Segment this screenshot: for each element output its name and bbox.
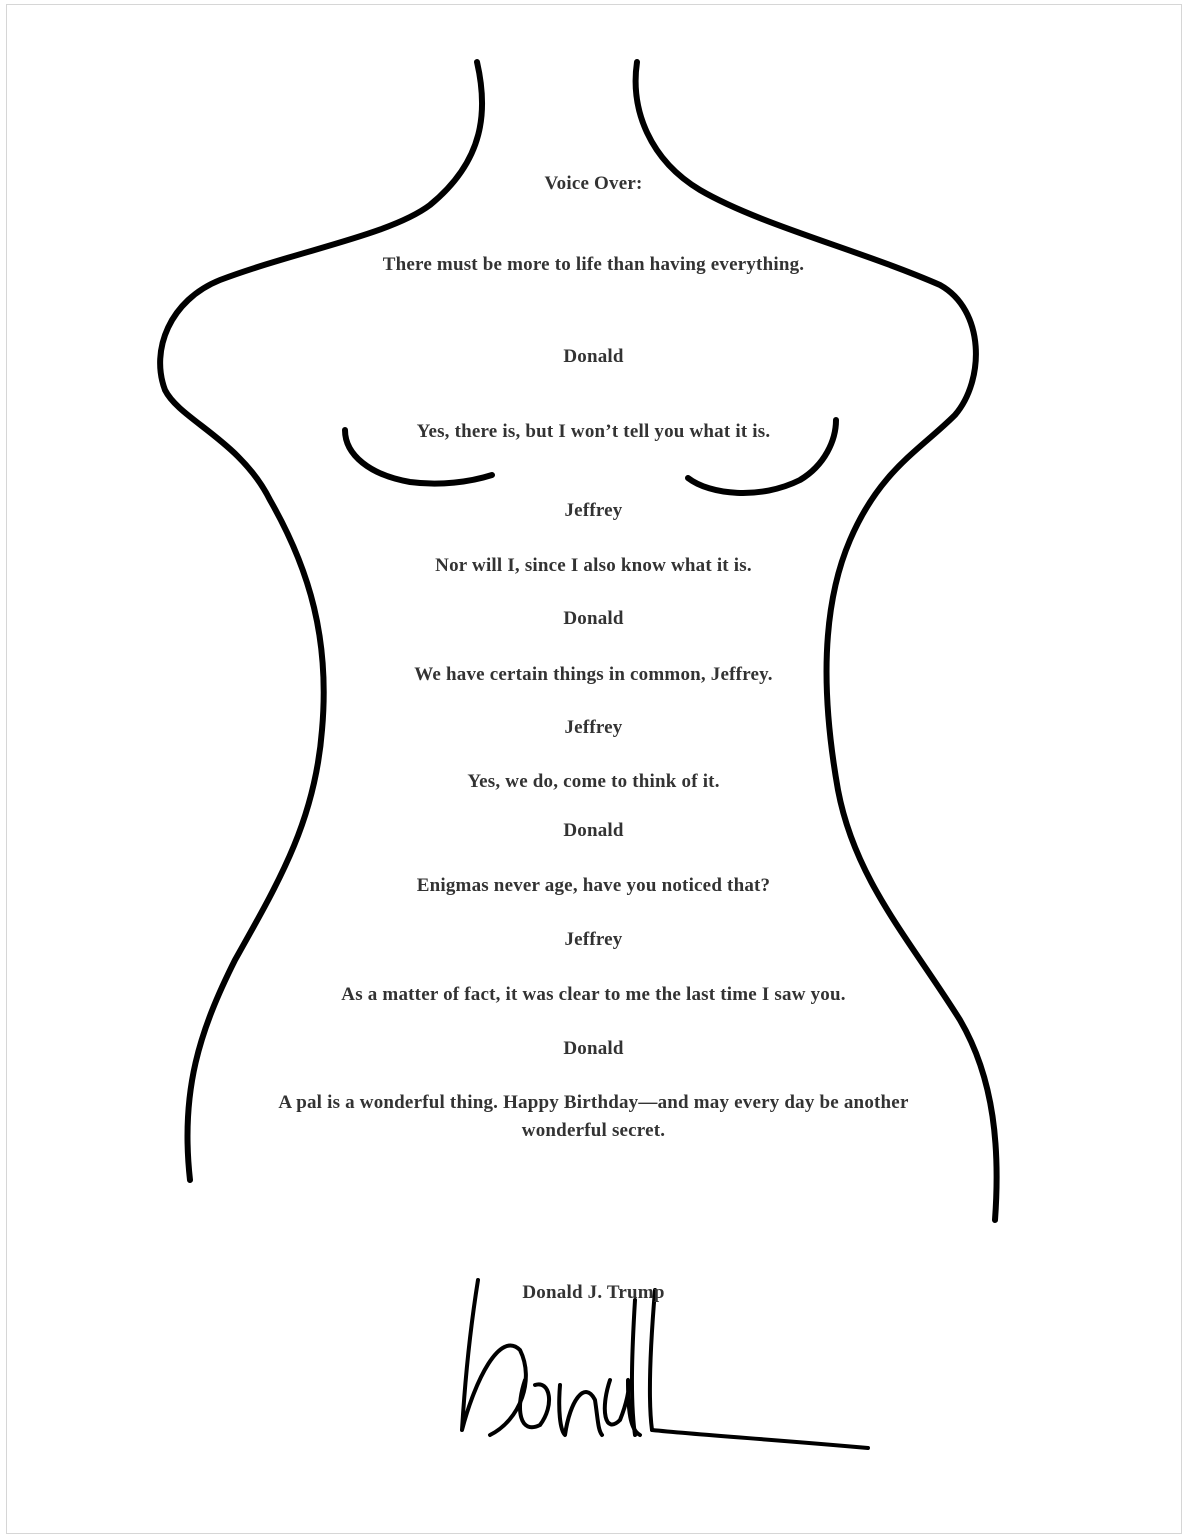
dialogue-line: Yes, there is, but I won’t tell you what it is.: [416, 421, 771, 442]
dialogue-line: There must be more to life than having everything.: [382, 254, 805, 275]
dialogue-line: Enigmas never age, have you noticed that?: [416, 875, 771, 896]
speaker-label: Jeffrey: [564, 929, 623, 950]
dialogue-line: Nor will I, since I also know what it is.: [435, 555, 752, 576]
dialogue-line: A pal is a wonderful thing. Happy Birthday—and may every day be another: [278, 1092, 909, 1113]
dialogue-line: We have certain things in common, Jeffrey.: [414, 664, 773, 685]
speaker-label: Donald: [563, 820, 624, 841]
speaker-label: Donald: [563, 1038, 624, 1059]
speaker-label: Jeffrey: [564, 717, 623, 738]
speaker-label: Donald: [563, 346, 624, 367]
dialogue-line: Yes, we do, come to think of it.: [467, 771, 720, 792]
speaker-label: Jeffrey: [564, 500, 623, 521]
dialogue-line: As a matter of fact, it was clear to me the last time I saw you.: [341, 984, 846, 1005]
signature-name: Donald J. Trump: [522, 1282, 665, 1303]
dialogue-line-continued: wonderful secret.: [521, 1120, 666, 1141]
speaker-label: Donald: [563, 608, 624, 629]
speaker-label: Voice Over:: [544, 173, 643, 194]
